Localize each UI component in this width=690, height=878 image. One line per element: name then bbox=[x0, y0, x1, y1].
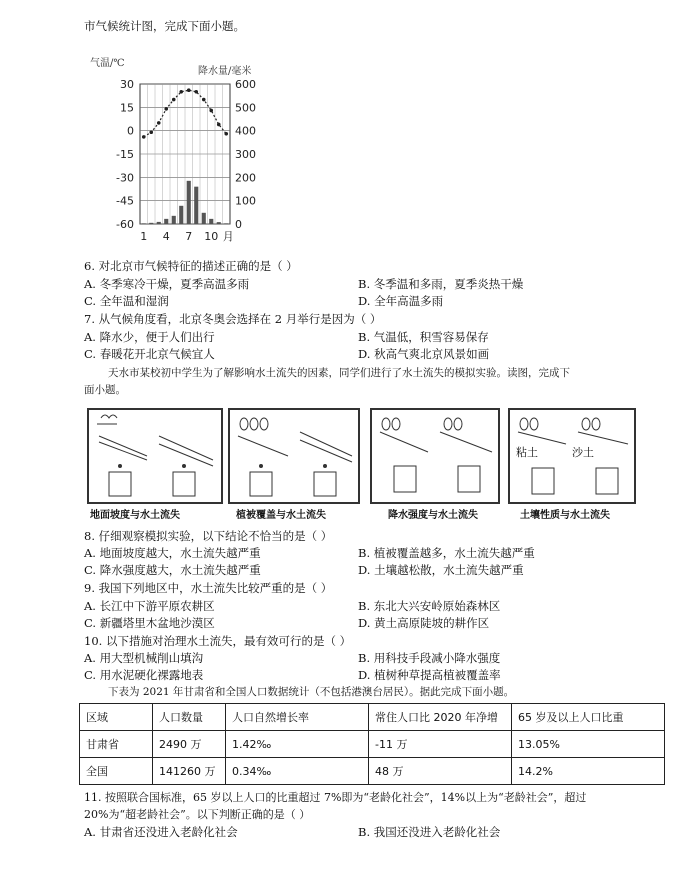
slope-illustration bbox=[89, 410, 221, 502]
left-tick-label: 15 bbox=[120, 101, 134, 115]
experiment-panel-vegetation bbox=[228, 408, 360, 504]
q8-stem: 8. 仔细观察模拟实验，以下结论不恰当的是（ ） bbox=[84, 529, 333, 543]
temperature-point bbox=[157, 121, 161, 125]
q8-option-b[interactable]: B. 植被覆盖越多，水土流失越严重 bbox=[358, 546, 535, 560]
header-cell: 常住人口比 2020 年净增 bbox=[369, 704, 512, 731]
caption-soil: 土壤性质与水土流失 bbox=[520, 510, 610, 521]
table-cell: 1.42‰ bbox=[226, 731, 369, 758]
caption-rainfall: 降水强度与水土流失 bbox=[388, 510, 478, 521]
q9-option-a[interactable]: A. 长江中下游平原农耕区 bbox=[84, 599, 215, 613]
q11-option-b[interactable]: B. 我国还没进入老龄化社会 bbox=[358, 825, 501, 839]
temperature-point bbox=[202, 98, 206, 102]
q11-stem-line1: 11. 按照联合国标准，65 岁以上人口的比重超过 7%即为“老龄化社会”，14%以上为“老龄社会”，超过 bbox=[84, 791, 587, 804]
precipitation-bar bbox=[157, 222, 161, 224]
table-cell: 全国 bbox=[80, 758, 153, 785]
precipitation-bar bbox=[149, 223, 153, 224]
left-tick-label: -15 bbox=[116, 148, 134, 161]
q6-option-a[interactable]: A. 冬季寒冷干燥，夏季高温多雨 bbox=[84, 277, 250, 291]
x-tick-label: 7 bbox=[185, 230, 193, 243]
rainfall-illustration bbox=[372, 410, 498, 502]
soil-label-sand: 沙土 bbox=[572, 446, 594, 459]
left-tick-label: -30 bbox=[116, 171, 134, 185]
table-header-row bbox=[80, 704, 665, 731]
precipitation-bar bbox=[142, 223, 146, 224]
q10-option-b[interactable]: B. 用科技手段减小降水强度 bbox=[358, 651, 501, 665]
precipitation-bar bbox=[179, 206, 183, 224]
temperature-point bbox=[187, 88, 191, 92]
precipitation-bar bbox=[202, 213, 206, 224]
left-axis-label: 气温/℃ bbox=[90, 58, 125, 69]
q8-option-d[interactable]: D. 土壤越松散，水土流失越严重 bbox=[358, 563, 524, 577]
precipitation-bar bbox=[194, 187, 198, 224]
right-tick-label: 0 bbox=[235, 218, 242, 231]
population-table bbox=[79, 703, 665, 785]
left-tick-label: 30 bbox=[120, 78, 134, 91]
table-cell: 141260 万 bbox=[153, 758, 226, 785]
temperature-point bbox=[209, 109, 213, 113]
caption-vegetation: 植被覆盖与水土流失 bbox=[236, 510, 326, 521]
table-cell: 13.05% bbox=[512, 731, 665, 758]
q6-option-b[interactable]: B. 冬季温和多雨，夏季炎热干燥 bbox=[358, 277, 524, 291]
temperature-point bbox=[179, 90, 183, 94]
q7-option-a[interactable]: A. 降水少，便于人们出行 bbox=[84, 330, 215, 344]
precipitation-bar bbox=[187, 181, 191, 224]
table-cell: 0.34‰ bbox=[226, 758, 369, 785]
x-tick-label: 1 bbox=[140, 230, 148, 243]
right-tick-label: 600 bbox=[235, 78, 256, 91]
table-intro: 下表为 2021 年甘肃省和全国人口数据统计（不包括港澳台居民）。据此完成下面小题。 bbox=[108, 686, 515, 698]
experiment-intro-line1: 天水市某校初中学生为了解影响水土流失的因素，同学们进行了水土流失的模拟实验。读图，完成下 bbox=[108, 367, 570, 379]
left-tick-label: -60 bbox=[116, 218, 134, 231]
chart-grid bbox=[140, 84, 230, 224]
temperature-point bbox=[164, 107, 168, 111]
temperature-point bbox=[217, 123, 221, 127]
q9-option-d[interactable]: D. 黄土高原陡坡的耕作区 bbox=[358, 616, 490, 630]
right-tick-label: 300 bbox=[235, 148, 256, 161]
q9-option-c[interactable]: C. 新疆塔里木盆地沙漠区 bbox=[84, 616, 215, 630]
q7-stem: 7. 从气候角度看，北京冬奥会选择在 2 月举行是因为（ ） bbox=[84, 312, 382, 326]
x-tick-label: 4 bbox=[162, 230, 170, 243]
experiment-intro-line2: 面小题。 bbox=[84, 384, 126, 396]
right-tick-label: 100 bbox=[235, 194, 256, 208]
table-cell: -11 万 bbox=[369, 731, 512, 758]
tick-labels bbox=[116, 78, 256, 243]
right-tick-label: 200 bbox=[235, 171, 256, 185]
precipitation-bar bbox=[224, 223, 228, 224]
experiment-panel-soil bbox=[508, 408, 636, 504]
q10-option-d[interactable]: D. 植树种草提高植被覆盖率 bbox=[358, 668, 501, 682]
q9-stem: 9. 我国下列地区中，水土流失比较严重的是（ ） bbox=[84, 581, 333, 595]
table-cell: 48 万 bbox=[369, 758, 512, 785]
q6-stem: 6. 对北京市气候特征的描述正确的是（ ） bbox=[84, 259, 298, 273]
temperature-point bbox=[172, 98, 176, 102]
q11-stem-line2: 20%为“超老龄社会”。以下判断正确的是（ ） bbox=[84, 808, 311, 821]
right-tick-label: 400 bbox=[235, 124, 256, 138]
header-cell: 65 岁及以上人口比重 bbox=[512, 704, 665, 731]
table-row bbox=[80, 731, 665, 758]
left-tick-label: -45 bbox=[116, 194, 134, 208]
table-cell: 2490 万 bbox=[153, 731, 226, 758]
table-row bbox=[80, 758, 665, 785]
q7-option-c[interactable]: C. 春暖花开北京气候宜人 bbox=[84, 347, 215, 361]
experiment-panel-rainfall bbox=[370, 408, 500, 504]
q10-option-c[interactable]: C. 用水泥硬化裸露地表 bbox=[84, 668, 204, 682]
x-tick-label: 10 bbox=[204, 230, 219, 243]
header-cell: 人口数量 bbox=[153, 704, 226, 731]
intro-q6: 市气候统计图，完成下面小题。 bbox=[84, 19, 245, 33]
vegetation-illustration bbox=[230, 410, 358, 502]
header-cell: 人口自然增长率 bbox=[226, 704, 369, 731]
precipitation-bar bbox=[217, 222, 221, 224]
temperature-point bbox=[194, 90, 198, 94]
table-cell: 14.2% bbox=[512, 758, 665, 785]
q8-option-a[interactable]: A. 地面坡度越大，水土流失越严重 bbox=[84, 546, 261, 560]
temperature-point bbox=[142, 135, 146, 139]
q9-option-b[interactable]: B. 东北大兴安岭原始森林区 bbox=[358, 599, 501, 613]
experiment-panel-slope bbox=[87, 408, 223, 504]
q10-option-a[interactable]: A. 用大型机械削山填沟 bbox=[84, 651, 204, 665]
climate-chart bbox=[88, 52, 278, 252]
temperature-point bbox=[224, 132, 228, 136]
right-tick-label: 500 bbox=[235, 101, 256, 115]
precipitation-bar bbox=[164, 219, 168, 224]
left-tick-label: 0 bbox=[127, 124, 134, 138]
soil-label-clay: 粘土 bbox=[516, 446, 538, 459]
q7-option-b[interactable]: B. 气温低，积雪容易保存 bbox=[358, 330, 489, 344]
right-axis-label: 降水量/毫米 bbox=[198, 66, 252, 77]
q7-option-d[interactable]: D. 秋高气爽北京风景如画 bbox=[358, 347, 490, 361]
q6-option-d[interactable]: D. 全年高温多雨 bbox=[358, 294, 444, 308]
q8-option-c[interactable]: C. 降水强度越大，水土流失越严重 bbox=[84, 563, 261, 577]
header-cell: 区域 bbox=[80, 704, 153, 731]
precipitation-bar bbox=[209, 219, 213, 224]
q6-option-c[interactable]: C. 全年温和湿润 bbox=[84, 294, 169, 308]
q10-stem: 10. 以下措施对治理水土流失，最有效可行的是（ ） bbox=[84, 634, 352, 648]
x-tick-label: 月 bbox=[222, 230, 234, 243]
temperature-point bbox=[149, 130, 153, 134]
q11-option-a[interactable]: A. 甘肃省还没进入老龄化社会 bbox=[84, 825, 238, 839]
table-cell: 甘肃省 bbox=[80, 731, 153, 758]
caption-slope: 地面坡度与水土流失 bbox=[90, 510, 180, 521]
precipitation-bar bbox=[172, 216, 176, 224]
